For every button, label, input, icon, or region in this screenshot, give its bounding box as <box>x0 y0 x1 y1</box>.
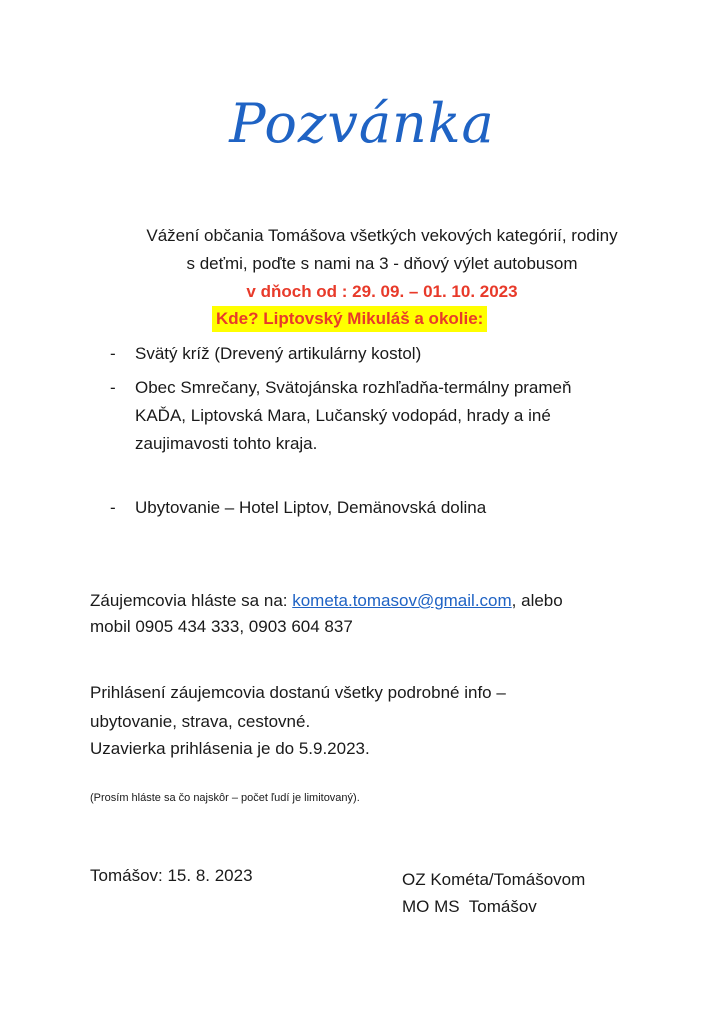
intro <box>60 222 704 306</box>
list-item-text: KAĎA, Liptovská Mara, Lučanský vodopád, hrady a iné <box>135 406 551 425</box>
info-block <box>90 678 690 736</box>
list-item-text: Ubytovanie – Hotel Liptov, Demänovská dolina <box>135 498 487 517</box>
list-item <box>110 494 670 522</box>
intro-line-2: s deťmi, poďte s nami na 3 - dňový výlet autobusom <box>186 254 578 273</box>
dash-bullet: - <box>110 344 116 363</box>
signature-line-1: OZ Kométa/Tomášovom <box>402 870 586 889</box>
contact-prefix: Záujemcovia hláste sa na: <box>90 591 293 610</box>
dash-bullet: - <box>110 378 116 397</box>
info-line-1: Prihlásení záujemcovia dostanú všetky podrobné info – <box>90 683 506 702</box>
place-date: Tomášov: 15. 8. 2023 <box>90 866 253 885</box>
list-item-text: zaujimavosti tohto kraja. <box>135 434 318 453</box>
note: (Prosím hláste sa čo najskôr – počet ľudí je limitovaný). <box>90 792 360 804</box>
info-line-2: ubytovanie, strava, cestovné. <box>90 712 311 731</box>
where-highlight: Kde? Liptovský Mikuláš a okolie: <box>212 306 487 332</box>
list-item-text: Svätý kríž (Drevený artikulárny kostol) <box>135 344 422 363</box>
contact-block <box>90 588 690 640</box>
email-link[interactable]: kometa.tomasov@gmail.com <box>292 591 512 610</box>
signature-line-2: MO MS Tomášov <box>402 897 537 916</box>
destination-list <box>110 338 670 522</box>
phone-numbers: mobil 0905 434 333, 0903 604 837 <box>90 617 353 636</box>
list-item-text: Obec Smrečany, Svätojánska rozhľadňa-termálny prameň <box>135 378 572 397</box>
contact-suffix: , alebo <box>511 591 563 610</box>
dash-bullet: - <box>110 498 116 517</box>
deadline: Uzavierka prihlásenia je do 5.9.2023. <box>90 739 370 758</box>
page-title: Pozvánka <box>229 92 495 155</box>
list-item <box>110 374 670 458</box>
intro-line-1: Vážení občania Tomášova všetkých vekových kategórií, rodiny <box>146 226 618 245</box>
trip-dates: v dňoch od : 29. 09. – 01. 10. 2023 <box>246 282 518 301</box>
list-item <box>110 340 670 368</box>
signature <box>402 866 585 920</box>
